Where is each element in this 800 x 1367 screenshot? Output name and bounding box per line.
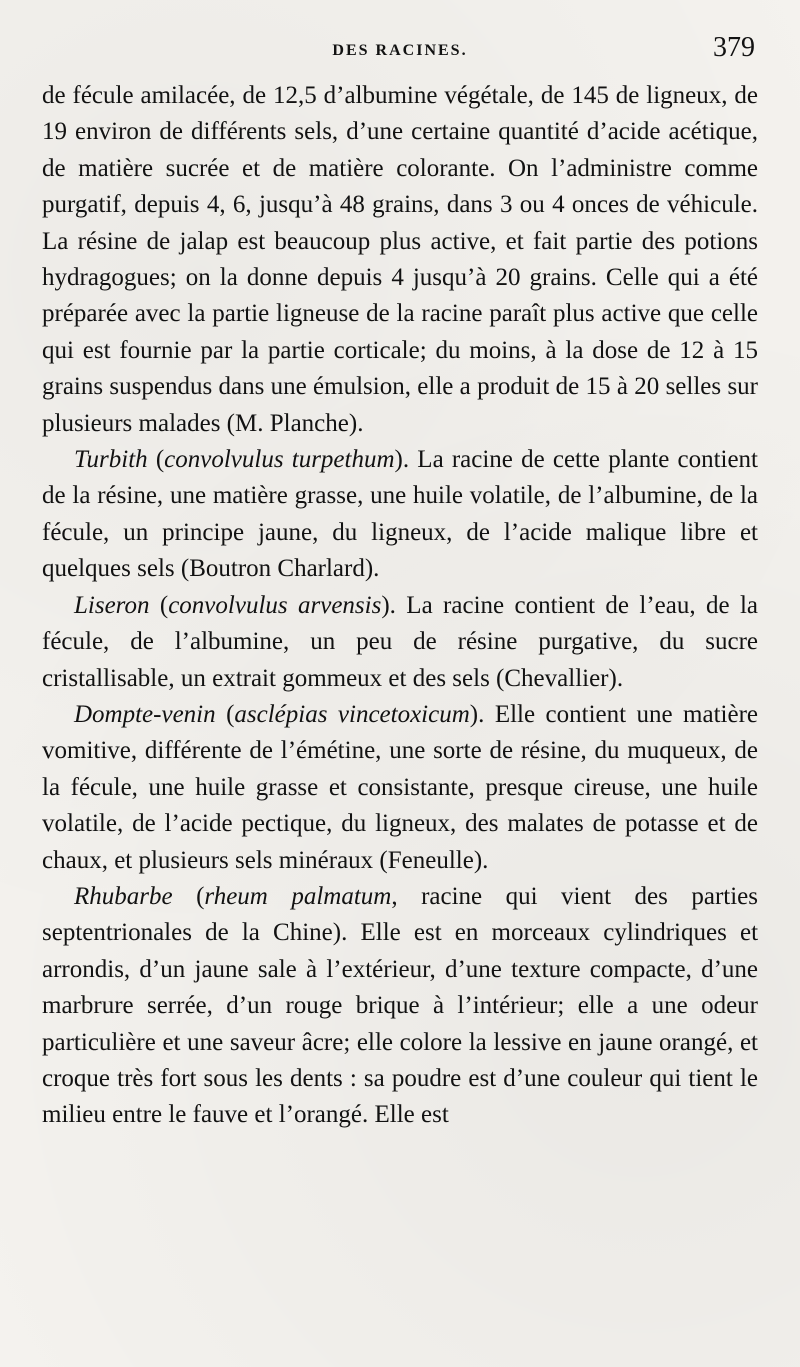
latin-name: rheum palmatum	[204, 882, 392, 910]
body-text	[42, 78, 758, 1134]
latin-name: convolvulus arvensis	[168, 591, 382, 619]
running-head: DES RACINES.	[332, 42, 468, 59]
entry-text: Elle est en morceaux cylindriques et arrondis, d’un jaune sale à l’extérieur, d’une texture compacte, d’une marbrure serrée, d’un rouge brique à l’intérieur; elle a une odeur particulière et une saveur âcre; elle colore la lessive en jaune orangé, et croque très fort sous les dents : sa poudre est d’une couleur qui tient le milieu entre le fauve et l’orangé. Elle est	[42, 919, 759, 1129]
page-header	[0, 32, 800, 72]
latin-name: asclépias vincetoxicum	[234, 700, 470, 728]
paragraph-rhubarbe: Rhubarbe (rheum palmatum, racine qui vient des parties septentrionales de la Chine). Elle est en morceaux cylindriques et arrondis, d’un jaune sale à l’extérieur, d’une texture compacte, d’une marbrure serrée, d’un rouge brique à l’intérieur; elle a une odeur particulière et une saveur âcre; elle colore la lessive en jaune orangé, et croque très fort sous les dents : sa poudre est d’une couleur qui tient le milieu entre le fauve et l’orangé. Elle est	[42, 882, 759, 1129]
entry-term: Dompte-venin	[74, 700, 216, 728]
entry-term: Turbith	[74, 446, 148, 474]
paragraph-liseron: Liseron (convolvulus arvensis). La racine contient de l’eau, de la fécule, de l’albumine, un peu de résine purgative, du sucre cristallisable, un extrait gommeux et des sels (Chevallier).	[42, 591, 759, 692]
paragraph-dompte-venin: Dompte-venin (asclépias vincetoxicum). Elle contient une matière vomitive, différente de l’émétine, une sorte de résine, du muqueux, de la fécule, une huile grasse et consistante, presque cireuse, une huile volatile, de l’acide pectique, du ligneux, des malates de potasse et de chaux, et plusieurs sels minéraux (Feneulle).	[42, 700, 758, 874]
entry-text: La racine de cette plante contient de la résine, une matière grasse, une huile volatile, de l’albumine, de la fécule, un principe jaune, du ligneux, de l’acide malique libre et quelques sels (Boutron Charlard).	[42, 446, 759, 583]
entry-text: La racine contient de l’eau, de la fécule, de l’albumine, un peu de résine purgative, du sucre cristallisable, un extrait gommeux et des sels (Chevallier).	[42, 591, 759, 692]
entry-term: Liseron	[74, 591, 150, 619]
latin-suffix: , racine qui vient des parties septentrionales de la Chine	[42, 882, 758, 947]
entry-term: Rhubarbe	[74, 882, 173, 910]
entry-text: Elle contient une matière vomitive, différente de l’émétine, une sorte de résine, du muqueux, de la fécule, une huile grasse et consistante, presque cireuse, une huile volatile, de l’acide pectique, du ligneux, des malates de potasse et de chaux, et plusieurs sels minéraux (Feneulle).	[42, 700, 758, 874]
page-number: 379	[713, 32, 755, 63]
paragraph-turbith: Turbith (convolvulus turpethum). La racine de cette plante contient de la résine, une matière grasse, une huile volatile, de l’albumine, de la fécule, un principe jaune, du ligneux, de l’acide malique libre et quelques sels (Boutron Charlard).	[42, 446, 759, 583]
latin-name: convolvulus turpethum	[164, 446, 395, 474]
paragraph-jalap-continued: de fécule amilacée, de 12,5 d’albumine végétale, de 145 de ligneux, de 19 environ de différents sels, d’une certaine quantité d’acide acétique, de matière sucrée et de matière colorante. On l’administre comme purgatif, depuis 4, 6, jusqu’à 48 grains, dans 3 ou 4 onces de véhicule. La résine de jalap est beaucoup plus active, et fait partie des potions hydragogues; on la donne depuis 4 jusqu’à 20 grains. Celle qui a été préparée avec la partie ligneuse de la racine paraît plus active que celle qui est fournie par la partie corticale; du moins, à la dose de 12 à 15 grains suspendus dans une émulsion, elle a produit de 15 à 20 selles sur plusieurs malades (M. Planche).	[42, 82, 758, 437]
